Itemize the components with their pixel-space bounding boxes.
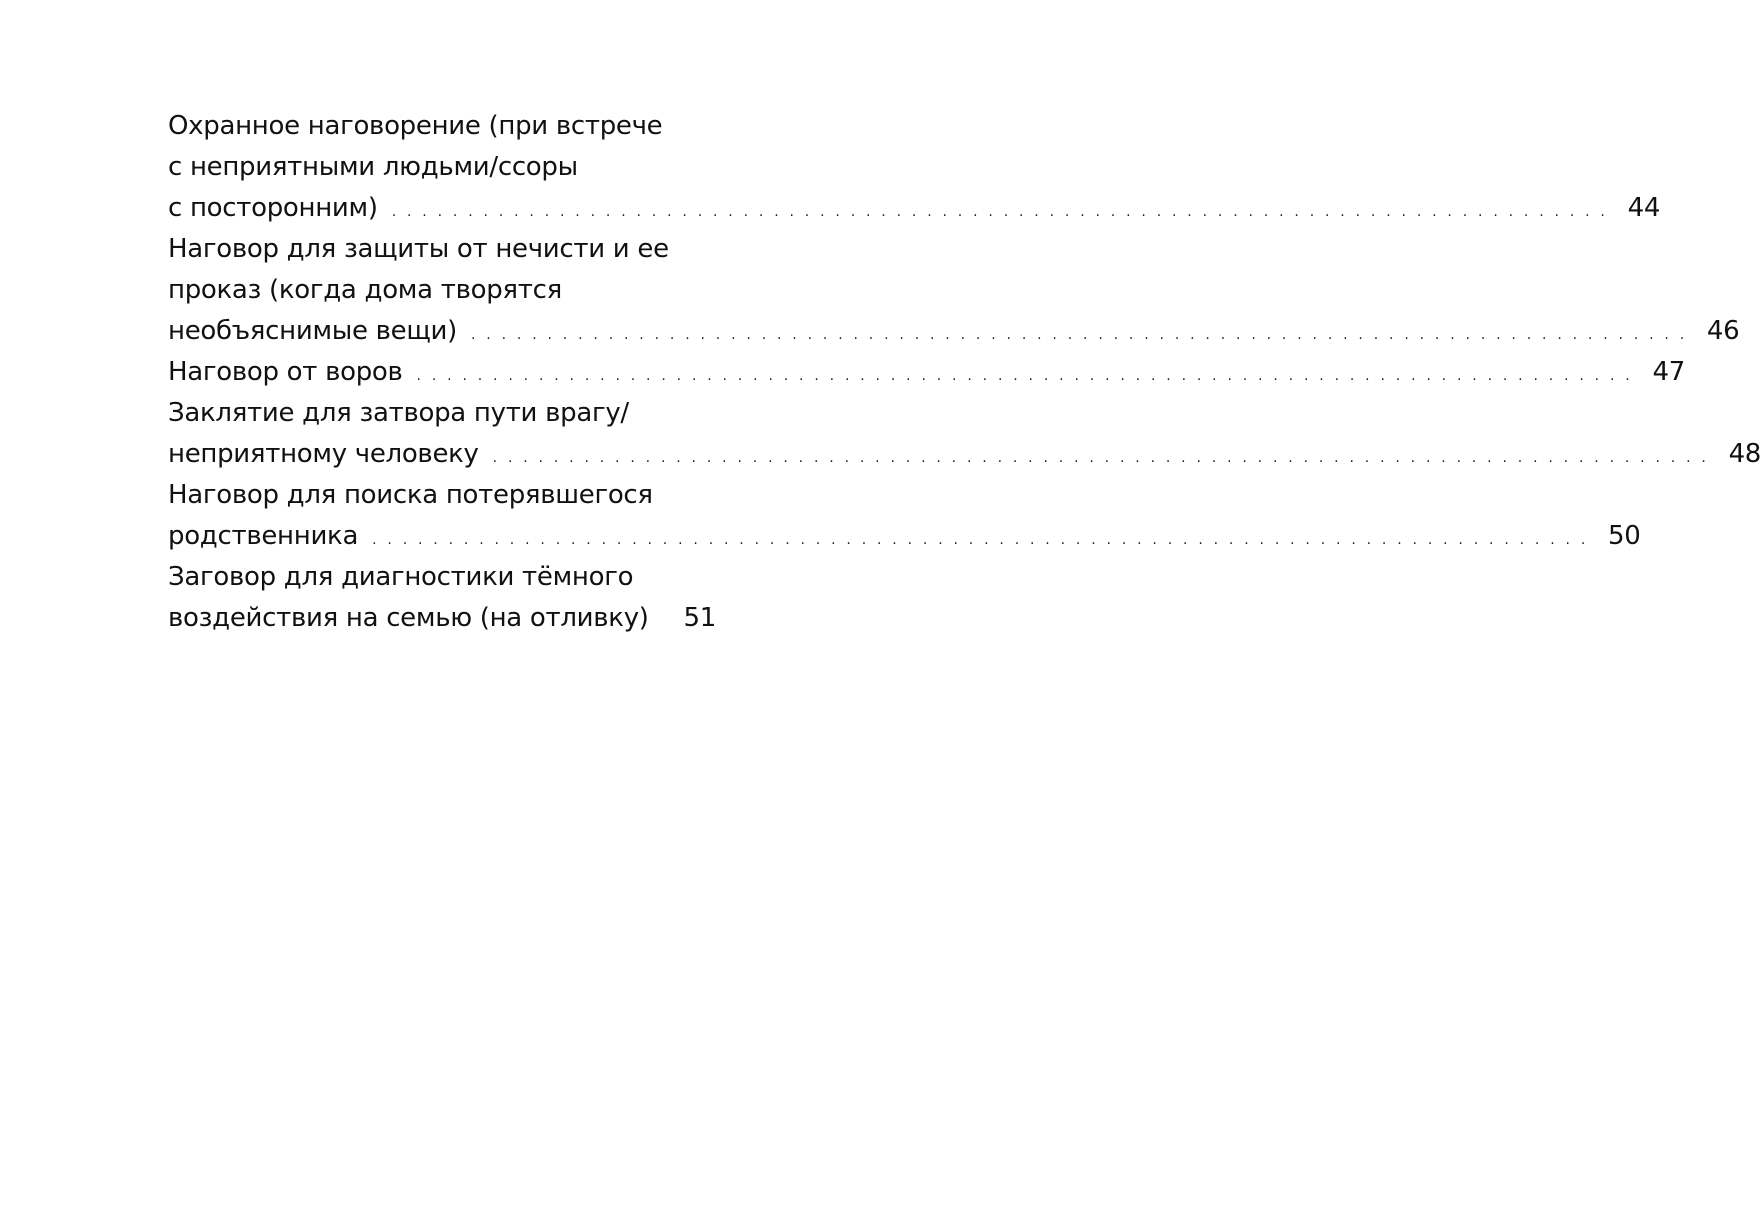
dot-leader: . . . . . . . . . . . . . . . . . . . . . . . . . . . . . . . . . . . . . . . . . . . . . . . . . . . . . . . . . . . . . . . . . . . . . . . . . . . . . . . . [492,450,1710,466]
toc-entry[interactable] [168,475,1641,557]
dot-leader: . . . . . . . . . . . . . . . . . . . . . . . . . . . . . . . . . . . . . . . . . . . . . . . . . . . . . . . . . . . . . . . . . . . . . . . . . . . . . . . . [391,204,1609,220]
toc-entry-final-line [168,516,1641,557]
toc-entry-title-line: неприятному человеку [168,439,479,469]
page-number: 44 [1627,193,1661,223]
toc-entry-title-line: проказ (когда дома творятся [168,275,562,305]
toc-entry-title-line: Наговор для поиска потерявшегося [168,480,653,510]
dot-leader: . . . . . . . . . . . . . . . . . . . . . . . . . . . . . . . . . . . . . . . . . . . . . . . . . . . . . . . . . . . . . . . . . . . . . . . . . . . . . . . . [416,368,1633,384]
dot-leader: . . . . . . . . . . . . . . . . . . . . . . . . . . . . . . . . . . . . . . . . . . . . . . . . . . . . . . . . . . . . . . . . . . . . . . . . . . . . . . . . [471,327,1688,343]
toc-entry[interactable] [168,229,1740,352]
toc-entry-title-line: Наговор для защиты от нечисти и ее [168,234,669,264]
toc-entry-title-line: родственника [168,521,359,551]
page-number: 46 [1706,316,1740,346]
page-number: 50 [1608,521,1641,551]
toc-entry-title-line: необъяснимые вещи) [168,316,457,346]
toc-entry-final-line [168,352,1685,393]
toc-entry-title-line: Охранное наговорение (при встрече [168,111,663,141]
toc-entry[interactable] [168,352,1685,393]
toc-entry-final-line [168,311,1740,352]
toc-entry-title-line: Заговор для диагностики тёмного [168,562,634,592]
toc-entry[interactable] [168,393,1761,475]
table-of-contents [168,106,1761,639]
toc-entry-title-line: с неприятными людьми/ссоры [168,152,578,182]
dot-leader [663,602,664,643]
toc-entry-final-line [168,188,1661,229]
toc-entry-title-line: воздействия на семью (на отливку) [168,603,649,633]
toc-entry[interactable] [168,106,1661,229]
page-number: 47 [1652,357,1685,387]
toc-entry-final-line [168,434,1761,475]
toc-entry-title-line: с посторонним) [168,193,378,223]
toc-entry-title-line: Наговор от воров [168,357,403,387]
toc-entry[interactable] [168,557,716,639]
dot-leader: . . . . . . . . . . . . . . . . . . . . . . . . . . . . . . . . . . . . . . . . . . . . . . . . . . . . . . . . . . . . . . . . . . . . . . . . . . . . . . . . [372,532,1589,548]
page-number: 51 [683,603,716,633]
page-number: 48 [1728,439,1761,469]
toc-entry-title-line: Заклятие для затвора пути врагу/ [168,398,629,428]
toc-entry-final-line [168,598,716,639]
